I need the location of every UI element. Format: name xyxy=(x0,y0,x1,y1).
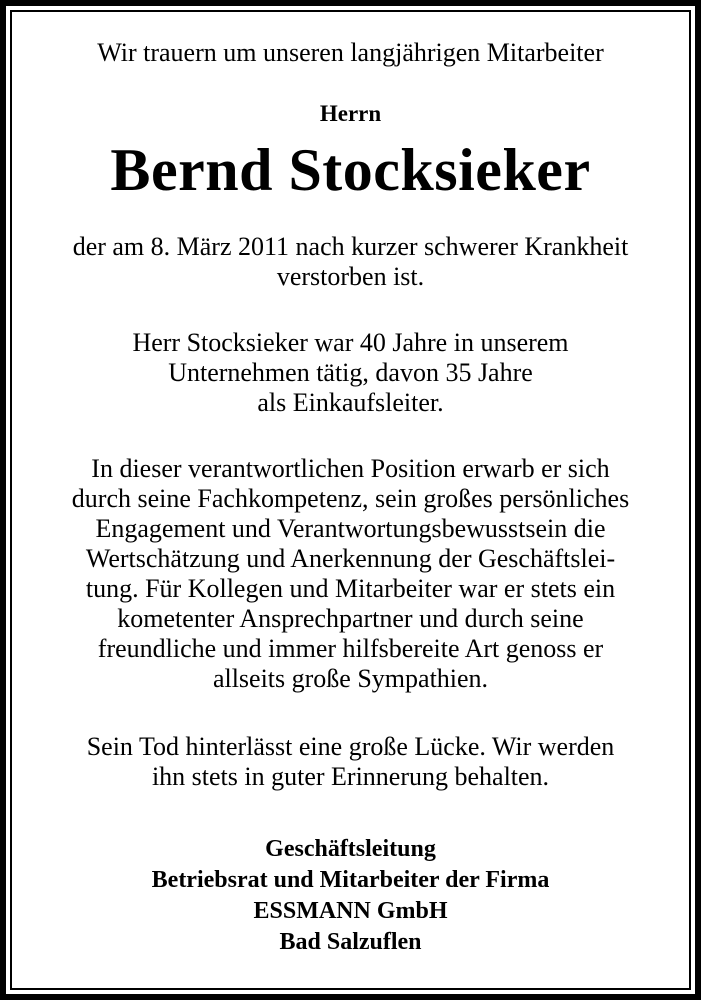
intro-text: Wir trauern um unseren langjährigen Mitarbeiter xyxy=(97,38,604,67)
salutation: Herrn xyxy=(319,101,382,126)
text-line: Herr Stocksieker war 40 Jahre in unserem xyxy=(132,328,569,357)
text-line: der am 8. März 2011 nach kurzer schwerer Krankheit xyxy=(72,232,629,261)
text-line: ihn stets in guter Erinnerung behalten. xyxy=(151,762,550,791)
signature-block xyxy=(14,834,687,958)
intro-section xyxy=(14,38,687,68)
text-line: freundliche und immer hilfsbereite Art genoss er xyxy=(97,634,604,663)
text-line: durch seine Fachkompetenz, sein großes persönliches xyxy=(71,484,630,513)
text-line: In dieser verantwortlichen Position erwarb er sich xyxy=(91,454,610,483)
text-line: tung. Für Kollegen und Mitarbeiter war er stets ein xyxy=(85,574,616,603)
text-line: verstorben ist. xyxy=(276,262,425,291)
text-line: kometenter Ansprechpartner und durch seine xyxy=(117,604,584,633)
text-line: allseits große Sympathien. xyxy=(212,664,489,693)
text-line: Wertschätzung und Anerkennung der Geschäftslei- xyxy=(85,544,616,573)
paragraph-death-date xyxy=(14,232,687,292)
deceased-name: Bernd Stocksieker xyxy=(110,137,591,203)
signature-line: Geschäftsleitung xyxy=(265,836,436,862)
text-line: Sein Tod hinterlässt eine große Lücke. Wir werden xyxy=(86,732,615,761)
signature-line: ESSMANN GmbH xyxy=(253,898,448,924)
signature-line: Betriebsrat und Mitarbeiter der Firma xyxy=(151,867,550,893)
paragraph-tenure xyxy=(14,328,687,418)
paragraph-tribute xyxy=(14,454,687,694)
text-line: Unternehmen tätig, davon 35 Jahre xyxy=(168,358,533,387)
text-line: Engagement und Verantwortungsbewusstsein die xyxy=(95,514,606,543)
paragraph-remembrance xyxy=(14,732,687,792)
text-line: als Einkaufsleiter. xyxy=(257,388,444,417)
signature-line: Bad Salzuflen xyxy=(279,929,422,955)
